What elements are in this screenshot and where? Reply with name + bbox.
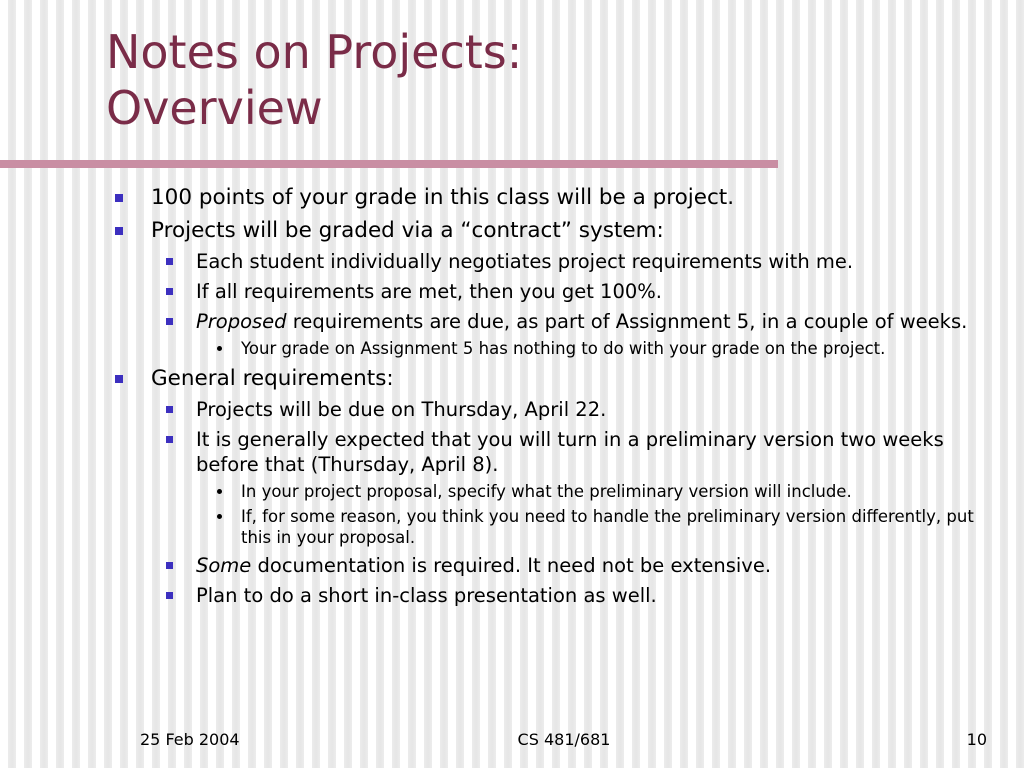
bullet-list <box>0 184 1024 608</box>
bullet-assignment5-grade: Your grade on Assignment 5 has nothing to do with your grade on the project. <box>0 338 1024 359</box>
bullet-preliminary-version: It is generally expected that you will turn in a preliminary version two weeks before that (Thursday, April 8). <box>0 427 1024 477</box>
bullet-contract-system: Projects will be graded via a “contract” system: <box>0 217 1024 244</box>
bullet-requirements-met: If all requirements are met, then you get 100%. <box>0 279 1024 304</box>
bullet-documentation <box>0 553 1024 578</box>
bullet-project-points: 100 points of your grade in this class will be a project. <box>0 184 1024 211</box>
footer-course: CS 481/681 <box>517 730 611 749</box>
some-emphasis: Some <box>196 554 252 577</box>
bullet-handle-differently: If, for some reason, you think you need to handle the preliminary version differently, put this in your proposal. <box>0 506 1024 548</box>
bullet-due-date: Projects will be due on Thursday, April 22. <box>0 397 1024 422</box>
proposed-emphasis: Proposed <box>196 310 287 333</box>
bullet-negotiate-requirements: Each student individually negotiates project requirements with me. <box>0 249 1024 274</box>
bullet-proposed-requirements <box>0 309 1024 334</box>
slide-title-line-1: Notes on Projects: <box>106 25 523 79</box>
documentation-text: documentation is required. It need not be extensive. <box>251 554 772 577</box>
slide-title <box>106 24 522 136</box>
footer-page-number: 10 <box>966 730 987 749</box>
title-divider <box>0 160 778 168</box>
bullet-general-requirements: General requirements: <box>0 365 1024 392</box>
bullet-proposal-specify: In your project proposal, specify what the preliminary version will include. <box>0 481 1024 502</box>
footer-date: 25 Feb 2004 <box>140 730 240 749</box>
bullet-presentation: Plan to do a short in-class presentation as well. <box>0 583 1024 608</box>
slide-title-line-2: Overview <box>106 81 323 135</box>
proposed-requirements-text: requirements are due, as part of Assignment 5, in a couple of weeks. <box>286 310 968 333</box>
